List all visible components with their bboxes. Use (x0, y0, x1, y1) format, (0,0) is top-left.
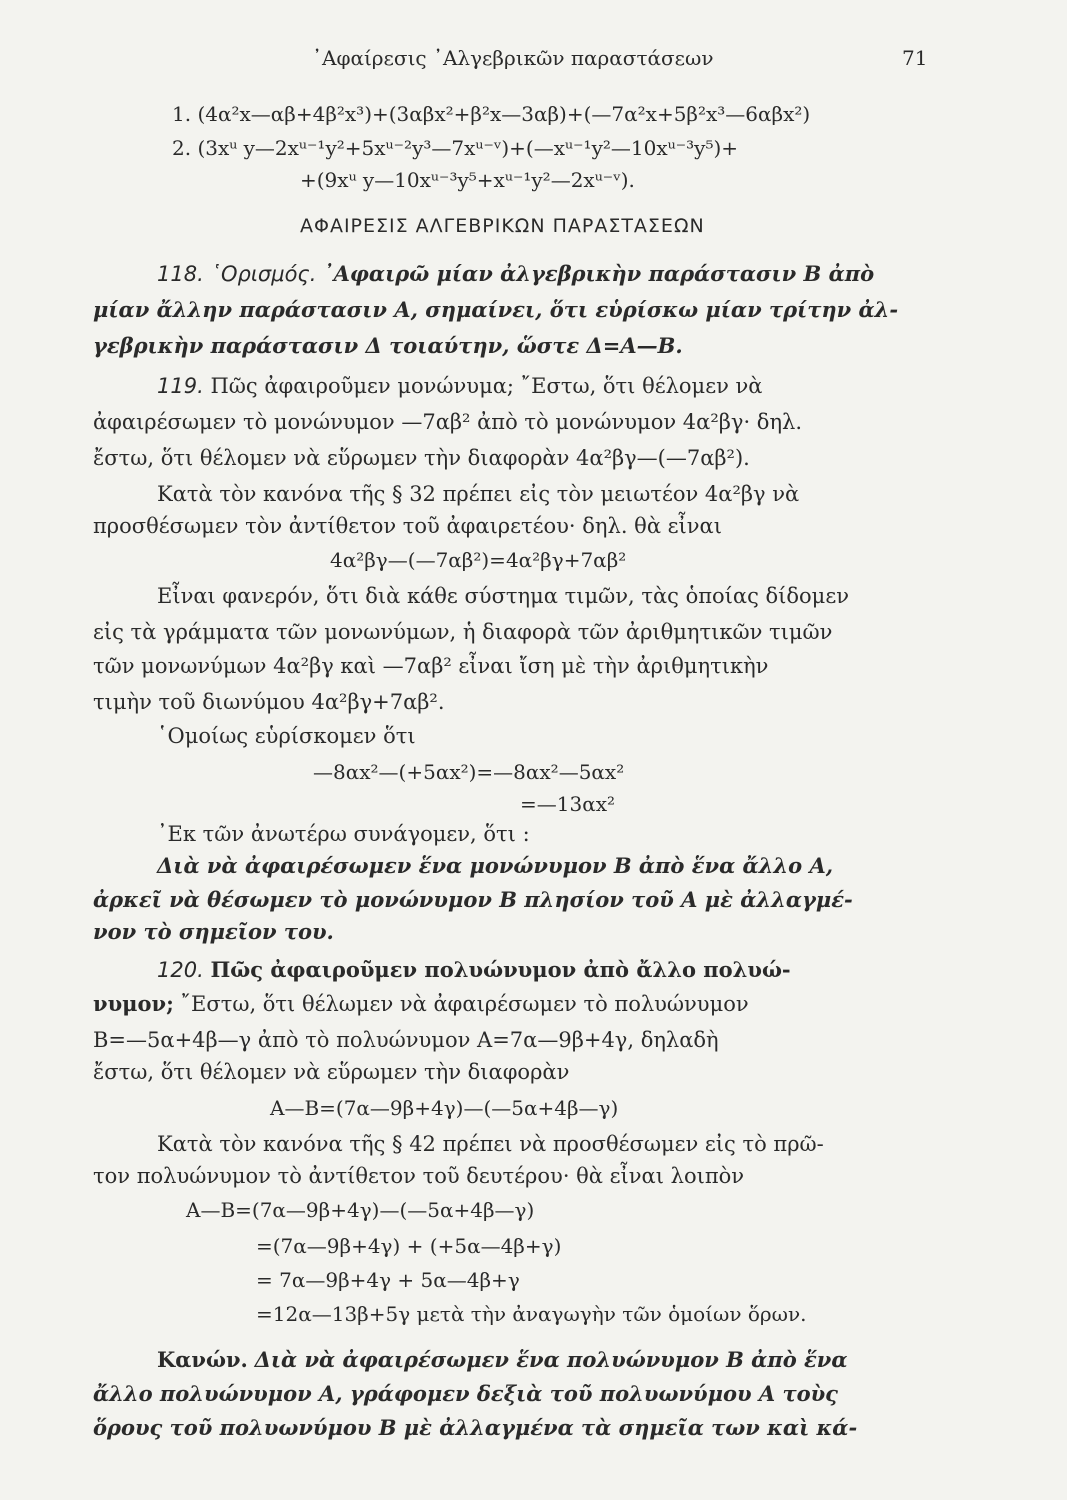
text-line: τιμὴν τοῦ διωνύμου 4α²βγ+7αβ². (93, 690, 445, 714)
paragraph-heading: Πῶς ἀφαιροῦμεν πολυώνυμον ἀπὸ ἄλλο πολυώ- (210, 957, 791, 982)
text-line: ῾Ομοίως εὑρίσκομεν ὅτι (157, 724, 416, 748)
exercise-1: 1. (4α²x—αβ+4β²x³)+(3αβx²+β²x—3αβ)+(—7α²x+5β²x³—6αβx²) (172, 102, 811, 126)
section-title: ΑΦΑΙΡΕΣΙΣ ΑΛΓΕΒΡΙΚΩΝ ΠΑΡΑΣΤΑΣΕΩΝ (300, 215, 705, 237)
text-line: Εἶναι φανερόν, ὅτι διὰ κάθε σύστημα τιμῶν, τὰς ὁποίας δίδομεν (157, 584, 849, 608)
exercise-2: 2. (3xᵘ y—2xᵘ⁻¹y²+5xᵘ⁻²y³—7xᵘ⁻ᵛ)+(—xᵘ⁻¹y²—10xᵘ⁻³y⁵)+ (172, 136, 739, 160)
paragraph-number: 120. (157, 958, 204, 982)
text-line: ἔστω, ὅτι θέλομεν νὰ εὕρωμεν τὴν διαφορὰν 4α²βγ—(—7αβ²). (93, 446, 750, 470)
text-line: ἀφαιρέσωμεν τὸ μονώνυμον —7αβ² ἀπὸ τὸ μονώνυμον 4α²βγ· δηλ. (93, 410, 803, 434)
rule-line: ὅρους τοῦ πολυωνύμου Β μὲ ἀλλαγμένα τὰ σημεῖα των καὶ κά- (93, 1415, 858, 1440)
text-line (93, 990, 749, 1018)
exercise-2-cont: +(9xᵘ y—10xᵘ⁻³y⁵+xᵘ⁻¹y²—2xᵘ⁻ᵛ). (300, 168, 635, 192)
text-line: προσθέσωμεν τὸν ἀντίθετον τοῦ ἀφαιρετέου· δηλ. θὰ εἶναι (93, 514, 722, 538)
equation: Α—Β=(7α—9β+4γ)—(—5α+4β—γ) (186, 1198, 535, 1222)
paragraph-119-head (157, 372, 762, 400)
equation: = 7α—9β+4γ + 5α—4β+γ (256, 1268, 520, 1292)
equation: =—13αx² (520, 792, 616, 816)
text-line: Β=—5α+4β—γ ἀπὸ τὸ πολυώνυμον Α=7α—9β+4γ, δηλαδὴ (93, 1028, 719, 1052)
text-line: ῎Εστω, ὅτι θέλομεν νὰ (520, 374, 763, 398)
rule-label: Κανών. (157, 1347, 248, 1372)
equation: =12α—13β+5γ μετὰ τὴν ἀναγωγὴν τῶν ὁμοίων ὅρων. (256, 1302, 807, 1326)
text-line: Κατὰ τὸν κανόνα τῆς § 42 πρέπει νὰ προσθέσωμεν εἰς τὸ πρῶ- (157, 1132, 824, 1156)
rule-line: νον τὸ σημεῖον του. (93, 919, 334, 944)
paragraph-118-head (157, 260, 874, 288)
running-header: ᾿Αφαίρεσις ᾿Αλγεβρικῶν παραστάσεων (312, 46, 714, 70)
paragraph-120-head (157, 956, 791, 984)
rule-line: Διὰ νὰ ἀφαιρέσωμεν ἕνα πολυώνυμον Β ἀπὸ ἕνα (254, 1347, 848, 1372)
paragraph-number: 119. (157, 374, 204, 398)
equation: =(7α—9β+4γ) + (+5α—4β+γ) (256, 1234, 562, 1258)
rule-line: Διὰ νὰ ἀφαιρέσωμεν ἕνα μονώνυμον Β ἀπὸ ἕνα ἄλλο Α, (157, 853, 834, 878)
page-number: 71 (902, 46, 928, 70)
rule-line: ἀρκεῖ νὰ θέσωμεν τὸ μονώνυμον Β πλησίον τοῦ Α μὲ ἀλλαγμέ- (93, 887, 853, 912)
paragraph-heading: νυμον; (93, 991, 174, 1016)
text-line: Κατὰ τὸν κανόνα τῆς § 32 πρέπει εἰς τὸν μειωτέον 4α²βγ νὰ (157, 482, 800, 506)
definition-line: μίαν ἄλλην παράστασιν Α, σημαίνει, ὅτι εὑρίσκω μίαν τρίτην ἀλ- (93, 297, 899, 322)
rule-head (157, 1346, 848, 1374)
definition-line: γεβρικὴν παράστασιν Δ τοιαύτην, ὥστε Δ=Α—Β. (93, 333, 683, 358)
definition-text: ᾿Αφαιρῶ μίαν ἀλγεβρικὴν παράστασιν Β ἀπὸ (323, 261, 875, 286)
text-line: τῶν μονωνύμων 4α²βγ καὶ —7αβ² εἶναι ἴση μὲ τὴν ἀριθμητικὴν (93, 654, 769, 678)
text-line: ᾿Εκ τῶν ἀνωτέρω συνάγομεν, ὅτι : (157, 822, 530, 846)
paragraph-heading: Πῶς ἀφαιροῦμεν μονώνυμα; (210, 374, 514, 398)
equation: —8αx²—(+5αx²)=—8αx²—5αx² (313, 760, 625, 784)
paragraph-number: 118. (157, 262, 204, 286)
equation: 4α²βγ—(—7αβ²)=4α²βγ+7αβ² (330, 548, 627, 572)
text-line: εἰς τὰ γράμματα τῶν μονωνύμων, ἡ διαφορὰ τῶν ἀριθμητικῶν τιμῶν (93, 620, 833, 644)
text-line: ἔστω, ὅτι θέλομεν νὰ εὕρωμεν τὴν διαφορὰν (93, 1060, 570, 1084)
equation: Α—Β=(7α—9β+4γ)—(—5α+4β—γ) (270, 1096, 619, 1120)
text-line: τον πολυώνυμον τὸ ἀντίθετον τοῦ δευτέρου· θὰ εἶναι λοιπὸν (93, 1164, 745, 1188)
paragraph-heading: ῾Ορισμός. (210, 262, 317, 286)
text-line: ῎Εστω, ὅτι θέλωμεν νὰ ἀφαιρέσωμεν τὸ πολυώνυμον (180, 992, 749, 1016)
rule-line: ἄλλο πολυώνυμον Α, γράφομεν δεξιὰ τοῦ πολυωνύμου Α τοὺς (93, 1381, 838, 1406)
